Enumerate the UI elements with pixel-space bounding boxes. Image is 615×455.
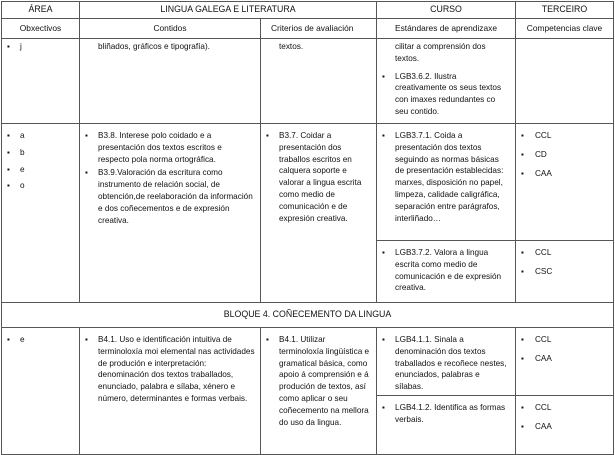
objectives-cell: [2, 124, 80, 303]
competencies-cell: [516, 124, 614, 241]
objectives-cell: [2, 328, 80, 455]
competency-item: ▪ CCL: [521, 247, 608, 259]
standards-cell: [377, 328, 516, 396]
standard-item: ▪ LGB3.7.2. Valora a lingua escrita como medio de comunicación e de expresión creativa.: [382, 247, 510, 294]
standards-cell: [377, 124, 516, 241]
contents-header: Contidos: [80, 19, 261, 39]
area-header: ÁREA: [2, 2, 80, 19]
competency-item: ▪ CAA: [521, 353, 608, 365]
contents-cell: [80, 124, 261, 303]
contents-cell: [80, 39, 261, 124]
competencies-cell: [516, 241, 614, 303]
competency-item: ▪ CSC: [521, 266, 608, 278]
contents-continuation: bliñados, gráficos e tipografía).: [98, 42, 210, 51]
competency-item: ▪ CAA: [521, 168, 608, 180]
criterion-item: ▪ B3.7. Coidar a presentación dos traballos escritos en calquera soporte e valorar a lingua escrita como medio de comunicación e de expresión creativa.: [266, 130, 371, 224]
competencies-cell: [516, 328, 614, 396]
criteria-continuation: textos.: [279, 42, 304, 51]
competency-item: ▪ CAA: [521, 421, 608, 433]
content-item: ▪ B3.9.Valoración da escritura como instrumento de relación social, de obtención,de reelaboración da información e dos coñecementos e de expresión creativa.: [85, 167, 255, 226]
competency-item: ▪ CCL: [521, 334, 608, 346]
block-title: BLOQUE 4. COÑECEMENTO DA LINGUA: [2, 303, 614, 328]
objectives-header: Obxectivos: [2, 19, 80, 39]
objective-item: ▪ o: [7, 180, 74, 192]
competencies-cell: [516, 395, 614, 454]
level-header: TERCEIRO: [516, 2, 614, 19]
course-header: CURSO: [377, 2, 516, 19]
table-row: [2, 328, 614, 396]
objective-item: ▪ e: [7, 164, 74, 176]
standard-item: ▪ LGB4.1.2. Identifica as formas verbais.: [382, 402, 510, 426]
table-row: [2, 39, 614, 124]
standards-cell: [377, 241, 516, 303]
competency-item: ▪ CCL: [521, 402, 608, 414]
objective-item: ▪ b: [7, 147, 74, 159]
curriculum-table: [1, 1, 614, 455]
contents-cell: [80, 328, 261, 455]
content-item: ▪ B3.8. Interese polo coidado e a presentación dos textos escritos e respecto pola norma ortográfica.: [85, 130, 255, 165]
standard-item: ▪ LGB4.1.1. Sinala a denominación dos textos traballados e recoñece nestes, enunciados, palabras e sílabas.: [382, 334, 510, 393]
standards-continuation: cilitar a comprensión dos textos.: [395, 42, 486, 63]
standards-cell: [377, 395, 516, 454]
criteria-header: Criterios de avaliación: [261, 19, 377, 39]
competency-item: ▪ CCL: [521, 130, 608, 142]
block-header-row: [2, 303, 614, 328]
content-item: ▪ B4.1. Uso e identificación intuitiva de terminoloxía moi elemental nas actividades de produción e interpretación: denominación dos textos traballados, enunciado, palabra e sílaba, xénero e número, determinantes e formas verbais.: [85, 334, 255, 405]
standards-cell: [377, 39, 516, 124]
objective-item: ▪ e: [7, 334, 74, 346]
competency-item: ▪ CD: [521, 149, 608, 161]
standards-header: Estándares de aprendizaxe: [377, 19, 516, 39]
table-row: [2, 124, 614, 241]
criteria-cell: [261, 328, 377, 455]
objective-item: ▪ a: [7, 130, 74, 142]
subject-header: LINGUA GALEGA E LITERATURA: [80, 2, 377, 19]
competencies-cell: [516, 39, 614, 124]
objectives-cell: [2, 39, 80, 124]
criteria-cell: [261, 124, 377, 303]
column-header-row: [2, 19, 614, 39]
competencies-header: Competencias clave: [516, 19, 614, 39]
objective-item: ▪ j: [7, 41, 74, 53]
standard-item: ▪ LGB3.7.1. Coida a presentación dos textos seguindo as normas básicas de presentación establecidas: marxes, disposición no papel, limpeza, calidade caligráfica, separación entre parágrafos, interliñado…: [382, 130, 510, 224]
standard-item: ▪ LGB3.6.2. Ilustra creativamente os seus textos con imaxes redundantes co seu contido.: [382, 71, 510, 118]
criterion-item: ▪ B4.1. Utilizar terminoloxía lingüística e gramatical básica, como apoio á comprensión e á produción de textos, así como aplicar o seu coñecemento na mellora do uso da lingua.: [266, 334, 371, 428]
header-row: [2, 2, 614, 19]
criteria-cell: [261, 39, 377, 124]
